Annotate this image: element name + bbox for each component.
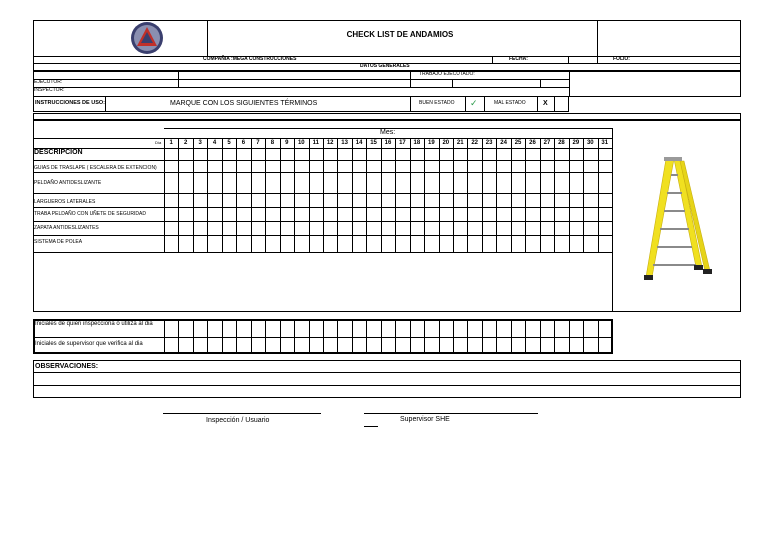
month-label: Mes: [380, 129, 396, 136]
item-label: SISTEMA DE POLEA [34, 239, 83, 245]
day-number: 23 [485, 140, 493, 146]
initials-col-line [424, 320, 425, 354]
supervisor-signature-label: Supervisor SHE [400, 416, 450, 423]
grid-row-line [33, 193, 612, 194]
day-grid [164, 138, 612, 312]
day-number: 10 [297, 140, 305, 146]
initials-col-line [583, 320, 584, 354]
grid-row-line [33, 160, 612, 161]
initials-col-line [453, 320, 454, 354]
day-number: 15 [370, 140, 377, 146]
day-number: 18 [413, 140, 421, 146]
day-number: 4 [212, 140, 217, 146]
trabajo-label: TRABAJO EJECUTADO: [419, 71, 475, 77]
initials-col-line [540, 320, 541, 354]
inspector-label: INSPECTOR: [34, 87, 65, 93]
observations-label: OBSERVACIONES: [35, 363, 99, 370]
initials-col-line [569, 320, 570, 354]
item-label: GUIAS DE TRASLAPE ( ESCALERA DE EXTENCION) [34, 165, 157, 171]
initials-col-line [612, 320, 613, 354]
item-label: PELDAÑO ANTIDESLIZANTE [34, 180, 102, 186]
initials-col-line [352, 320, 353, 354]
initials-col-line [323, 320, 324, 354]
day-number: 21 [456, 140, 464, 146]
initials-col-line [395, 320, 396, 354]
initials-col-line [236, 320, 237, 354]
item-label: ZAPATA ANTIDESLIZANTES [34, 225, 99, 231]
day-number: 28 [558, 140, 565, 146]
initials-col-line [482, 320, 483, 354]
fecha-label: FECHA: [509, 56, 528, 62]
day-number: 30 [586, 140, 594, 146]
item-label: LARGUEROS LATERALES [34, 199, 96, 205]
grid-row-line [33, 148, 612, 149]
description-header: DESCRIPCION [34, 149, 83, 156]
initials-col-line [337, 320, 338, 354]
day-number: 24 [500, 140, 507, 146]
initials-col-line [178, 320, 179, 354]
initials-col-line [280, 320, 281, 354]
day-number: 25 [514, 140, 522, 146]
grid-row-line [33, 235, 612, 236]
day-number: 8 [270, 140, 275, 146]
day-number: 2 [183, 140, 188, 146]
day-number: 7 [256, 140, 260, 146]
day-label: Día [155, 140, 162, 145]
initials-col-line [496, 320, 497, 354]
section-title: DATOS GENERALES [360, 63, 410, 69]
initials-col-line [511, 320, 512, 354]
day-number: 3 [198, 140, 202, 146]
day-number: 29 [572, 140, 580, 146]
initials-col-line [381, 320, 382, 354]
grid-row-line [33, 207, 612, 208]
instructions-text: MARQUE CON LOS SIGUIENTES TÉRMINOS [170, 100, 318, 107]
good-state-label: BUEN ESTADO [419, 100, 455, 106]
grid-row-line [33, 172, 612, 173]
initials-col-line [222, 320, 223, 354]
x-mark-icon: X [543, 100, 548, 107]
instructions-label: INSTRUCCIONES DE USO: [35, 100, 105, 106]
initials-col-line [265, 320, 266, 354]
initials-col-line [207, 320, 208, 354]
day-number: 27 [543, 140, 551, 146]
day-number: 5 [227, 140, 231, 146]
day-number: 22 [471, 140, 479, 146]
folio-label: FOLIO: [613, 56, 630, 62]
initials-col-line [554, 320, 555, 354]
initials-col-line [598, 320, 599, 354]
item-label: TRABA PELDAÑO CON UÑETE DE SEGURIDAD [34, 211, 146, 217]
initials-col-line [294, 320, 295, 354]
initials-col-line [439, 320, 440, 354]
day-number: 6 [241, 140, 246, 146]
inspector-signature-label: Inspección / Usuario [206, 417, 270, 424]
day-number: 12 [326, 140, 334, 146]
initials-col-line [366, 320, 367, 354]
bad-state-label: MAL ESTADO [494, 100, 526, 106]
initials-col-line [525, 320, 526, 354]
initials-col-line [164, 320, 165, 354]
company-label: COMPAÑIA :MEGA CONSTRUCCIONES [203, 56, 297, 62]
day-number: 31 [601, 140, 609, 146]
ejecutor-label: EJECUTOR: [34, 79, 63, 85]
day-number: 14 [355, 140, 363, 146]
day-number: 17 [399, 140, 406, 146]
initials-col-line [410, 320, 411, 354]
day-number: 16 [384, 140, 392, 146]
day-number: 11 [312, 140, 319, 146]
grid-row-line [33, 252, 612, 253]
day-number: 19 [428, 140, 435, 146]
grid-col-line [612, 138, 613, 252]
initials-col-line [309, 320, 310, 354]
day-number: 1 [169, 140, 173, 146]
check-icon: ✓ [470, 98, 478, 108]
grid-row-line [33, 221, 612, 222]
page-title: CHECK LIST DE ANDAMIOS [346, 30, 454, 39]
initials-col-line [251, 320, 252, 354]
initials-supervisor-label: Iniciales de supervisor que verifica al dia [35, 341, 143, 347]
day-number: 9 [285, 140, 289, 146]
initials-user-label: Iniciales de quien inspecciona o utiliza al dia [35, 321, 153, 327]
company-logo [130, 21, 164, 55]
initials-col-line [193, 320, 194, 354]
day-number: 26 [529, 140, 536, 146]
initials-grid [164, 320, 612, 354]
ladder-icon [640, 155, 715, 283]
day-number: 13 [341, 140, 348, 146]
day-number: 20 [442, 140, 450, 146]
initials-col-line [467, 320, 468, 354]
